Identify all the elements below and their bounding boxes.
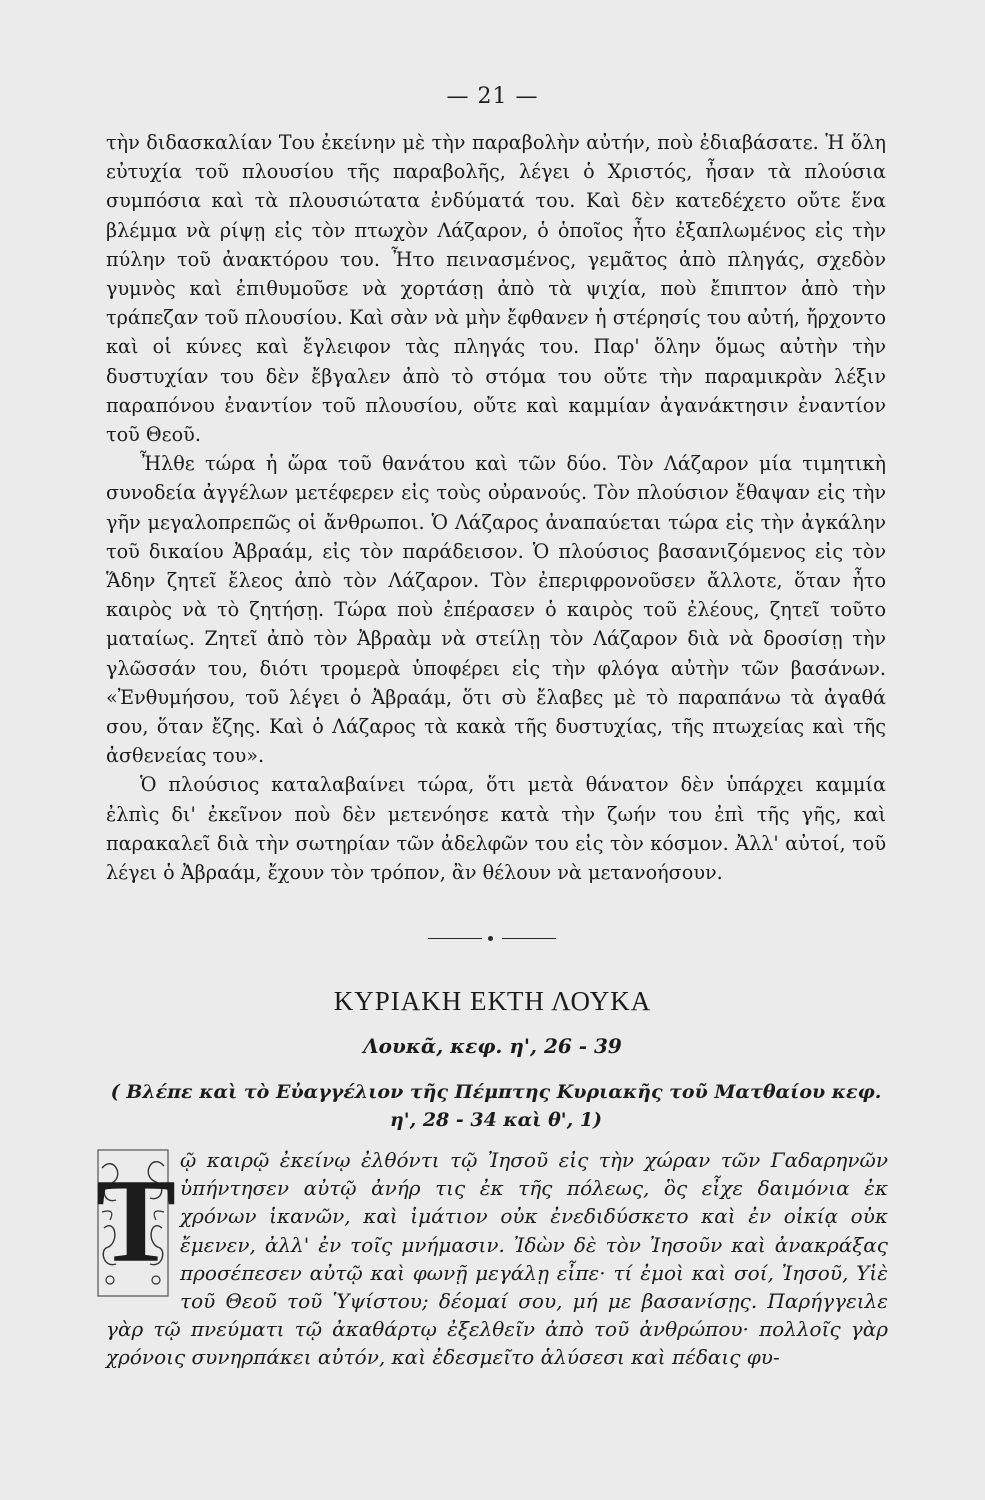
scripture-reference: Λουκᾶ, κεφ. η', 26 - 39 [363, 1034, 622, 1058]
cross-reference: ( Βλέπε καὶ τὸ Εὐαγγέλιον τῆς Πέμπτης Κυριακῆς τοῦ Ματθαίου κεφ. η', 28 - 34 καὶ θ', 1) [110, 1081, 882, 1131]
gospel-passage [96, 1146, 888, 1372]
page-number: — 21 — [446, 84, 539, 109]
body-text [106, 128, 886, 887]
paragraph-1: τὴν διδασκαλίαν Του ἐκείνην μὲ τὴν παραβολὴν αὐτήν, ποὺ ἐδιαβάσατε. Ἡ ὅλη εὐτυχία τοῦ πλουσίου τῆς παραβολῆς, λέγει ὁ Χριστός, ἦσαν τὰ πλούσια συμπόσια καὶ τὰ πλουσιώτατα ἐνδύματά του. Καὶ δὲν κατεδέχετο οὔτε ἕνα βλέμμα νὰ ρίψῃ εἰς τὸν πτωχὸν Λάζαρον, ὁ ὁποῖος ἦτο ἐξαπλωμένος εἰς τὴν πύλην τοῦ ἀνακτόρου του. Ἦτο πεινασμένος, γεμᾶτος ἀπὸ πληγάς, σχεδὸν γυμνὸς καὶ ἐπιθυμοῦσε νὰ χορτάσῃ ἀπὸ τὰ ψιχία, ποὺ ἔπιπτον ἀπὸ τὴν τράπεζαν τοῦ πλουσίου. Καὶ σὰν νὰ μὴν ἔφθανεν ἡ στέρησίς του αὐτή, ἤρχοντο καὶ οἱ κύνες καὶ ἔγλειφον τὰς πληγάς του. Παρ' ὅλην ὅμως αὐτὴν τὴν δυστυχίαν του δὲν ἔβγαλεν ἀπὸ τὸ στόμα του οὔτε τὴν παραμικρὰν λέξιν παραπόνου ἐναντίον τοῦ πλουσίου, οὔτε καὶ καμμίαν ἀγανάκτησιν ἐναντίον τοῦ Θεοῦ. [106, 131, 886, 447]
divider-dot [488, 936, 493, 941]
divider-line-left [428, 938, 482, 939]
gospel-text: ῷ καιρῷ ἐκείνῳ ἐλθόντι τῷ Ἰησοῦ εἰς τὴν χώραν τῶν Γαδαρηνῶν ὑπήντησεν αὐτῷ ἀνήρ τις ἐκ τῆς πόλεως, ὃς εἶχε δαιμόνια ἐκ χρόνων ἱκανῶν, καὶ ἱμάτιον οὐκ ἐνεδιδύσκετο καὶ ἐν οἰκίᾳ οὐκ ἔμενεν, ἀλλ' ἐν τοῖς μνήμασιν. Ἰδὼν δὲ τὸν Ἰησοῦν καὶ ἀνακράξας προσέπεσεν αὐτῷ καὶ φωνῇ μεγάλῃ εἶπε· τί ἐμοὶ καὶ σοί, Ἰησοῦ, Υἱὲ τοῦ Θεοῦ τοῦ Ὑψίστου; δέομαί σου, μή με βασανίσῃς. Παρήγγειλε γὰρ τῷ πνεύματι τῷ ἀκαθάρτῳ ἐξελθεῖν ἀπὸ τοῦ ἀνθρώπου· πολλοῖς γὰρ χρόνοις συνηρπάκει αὐτόν, καὶ ἐδεσμεῖτο ἁλύσεσι καὶ πέδαις φυ- [106, 1148, 888, 1370]
paragraph-2: Ἦλθε τώρα ἡ ὥρα τοῦ θανάτου καὶ τῶν δύο. Τὸν Λάζαρον μία τιμητικὴ συνοδεία ἀγγέλων μετέφερεν εἰς τοὺς οὐρανούς. Τὸν πλούσιον ἔθαψαν εἰς τὴν γῆν μεγαλοπρεπῶς οἱ ἄνθρωποι. Ὁ Λάζαρος ἀναπαύεται τώρα εἰς τὴν ἀγκάλην τοῦ δικαίου Ἀβραάμ, εἰς τὸν παράδεισον. Ὁ πλούσιος βασανιζόμενος εἰς τὸν Ἅδην ζητεῖ ἔλεος ἀπὸ τὸν Λάζαρον. Τὸν ἐπεριφρονοῦσεν ἄλλοτε, ὅταν ἦτο καιρὸς νὰ τὸ ζητήσῃ. Τώρα ποὺ ἐπέρασεν ὁ καιρὸς τοῦ ἐλέους, ζητεῖ τοῦτο ματαίως. Ζητεῖ ἀπὸ τὸν Ἀβραὰμ νὰ στείλῃ τὸν Λάζαρον διὰ νὰ δροσίσῃ τὴν γλῶσσάν του, διότι τρομερὰ ὑποφέρει εἰς τὴν φλόγα αὐτὴν τῶν βασάνων. «Ἐνθυμήσου, τοῦ λέγει ὁ Ἀβραάμ, ὅτι σὺ ἔλαβες μὲ τὸ παραπάνω τὰ ἀγαθά σου, ὅταν ἔζης. Καὶ ὁ Λάζαρος τὰ κακὰ τῆς δυστυχίας, τῆς πτωχείας καὶ τῆς ἀσθενείας του». [106, 452, 886, 768]
section-divider [428, 938, 556, 940]
paragraph-3: Ὁ πλούσιος καταλαβαίνει τώρα, ὅτι μετὰ θάνατον δὲν ὑπάρχει καμμία ἐλπὶς δι' ἐκεῖνον ποὺ δὲν μετενόησε κατὰ τὴν ζωήν του ἐπὶ τῆς γῆς, καὶ παρακαλεῖ διὰ τὴν σωτηρίαν τῶν ἀδελφῶν του εἰς τὸν κόσμον. Ἀλλ' αὐτοί, τοῦ λέγει ὁ Ἀβραάμ, ἔχουν τὸν τρόπον, ἂν θέλουν νὰ μετανοήσουν. [106, 773, 886, 885]
divider-line-right [502, 938, 556, 939]
section-heading: ΚΥΡΙΑΚΗ ΕΚΤΗ ΛΟΥΚΑ [333, 986, 652, 1016]
drop-cap [96, 1148, 177, 1298]
drop-cap-letter: Τ [96, 1154, 177, 1287]
